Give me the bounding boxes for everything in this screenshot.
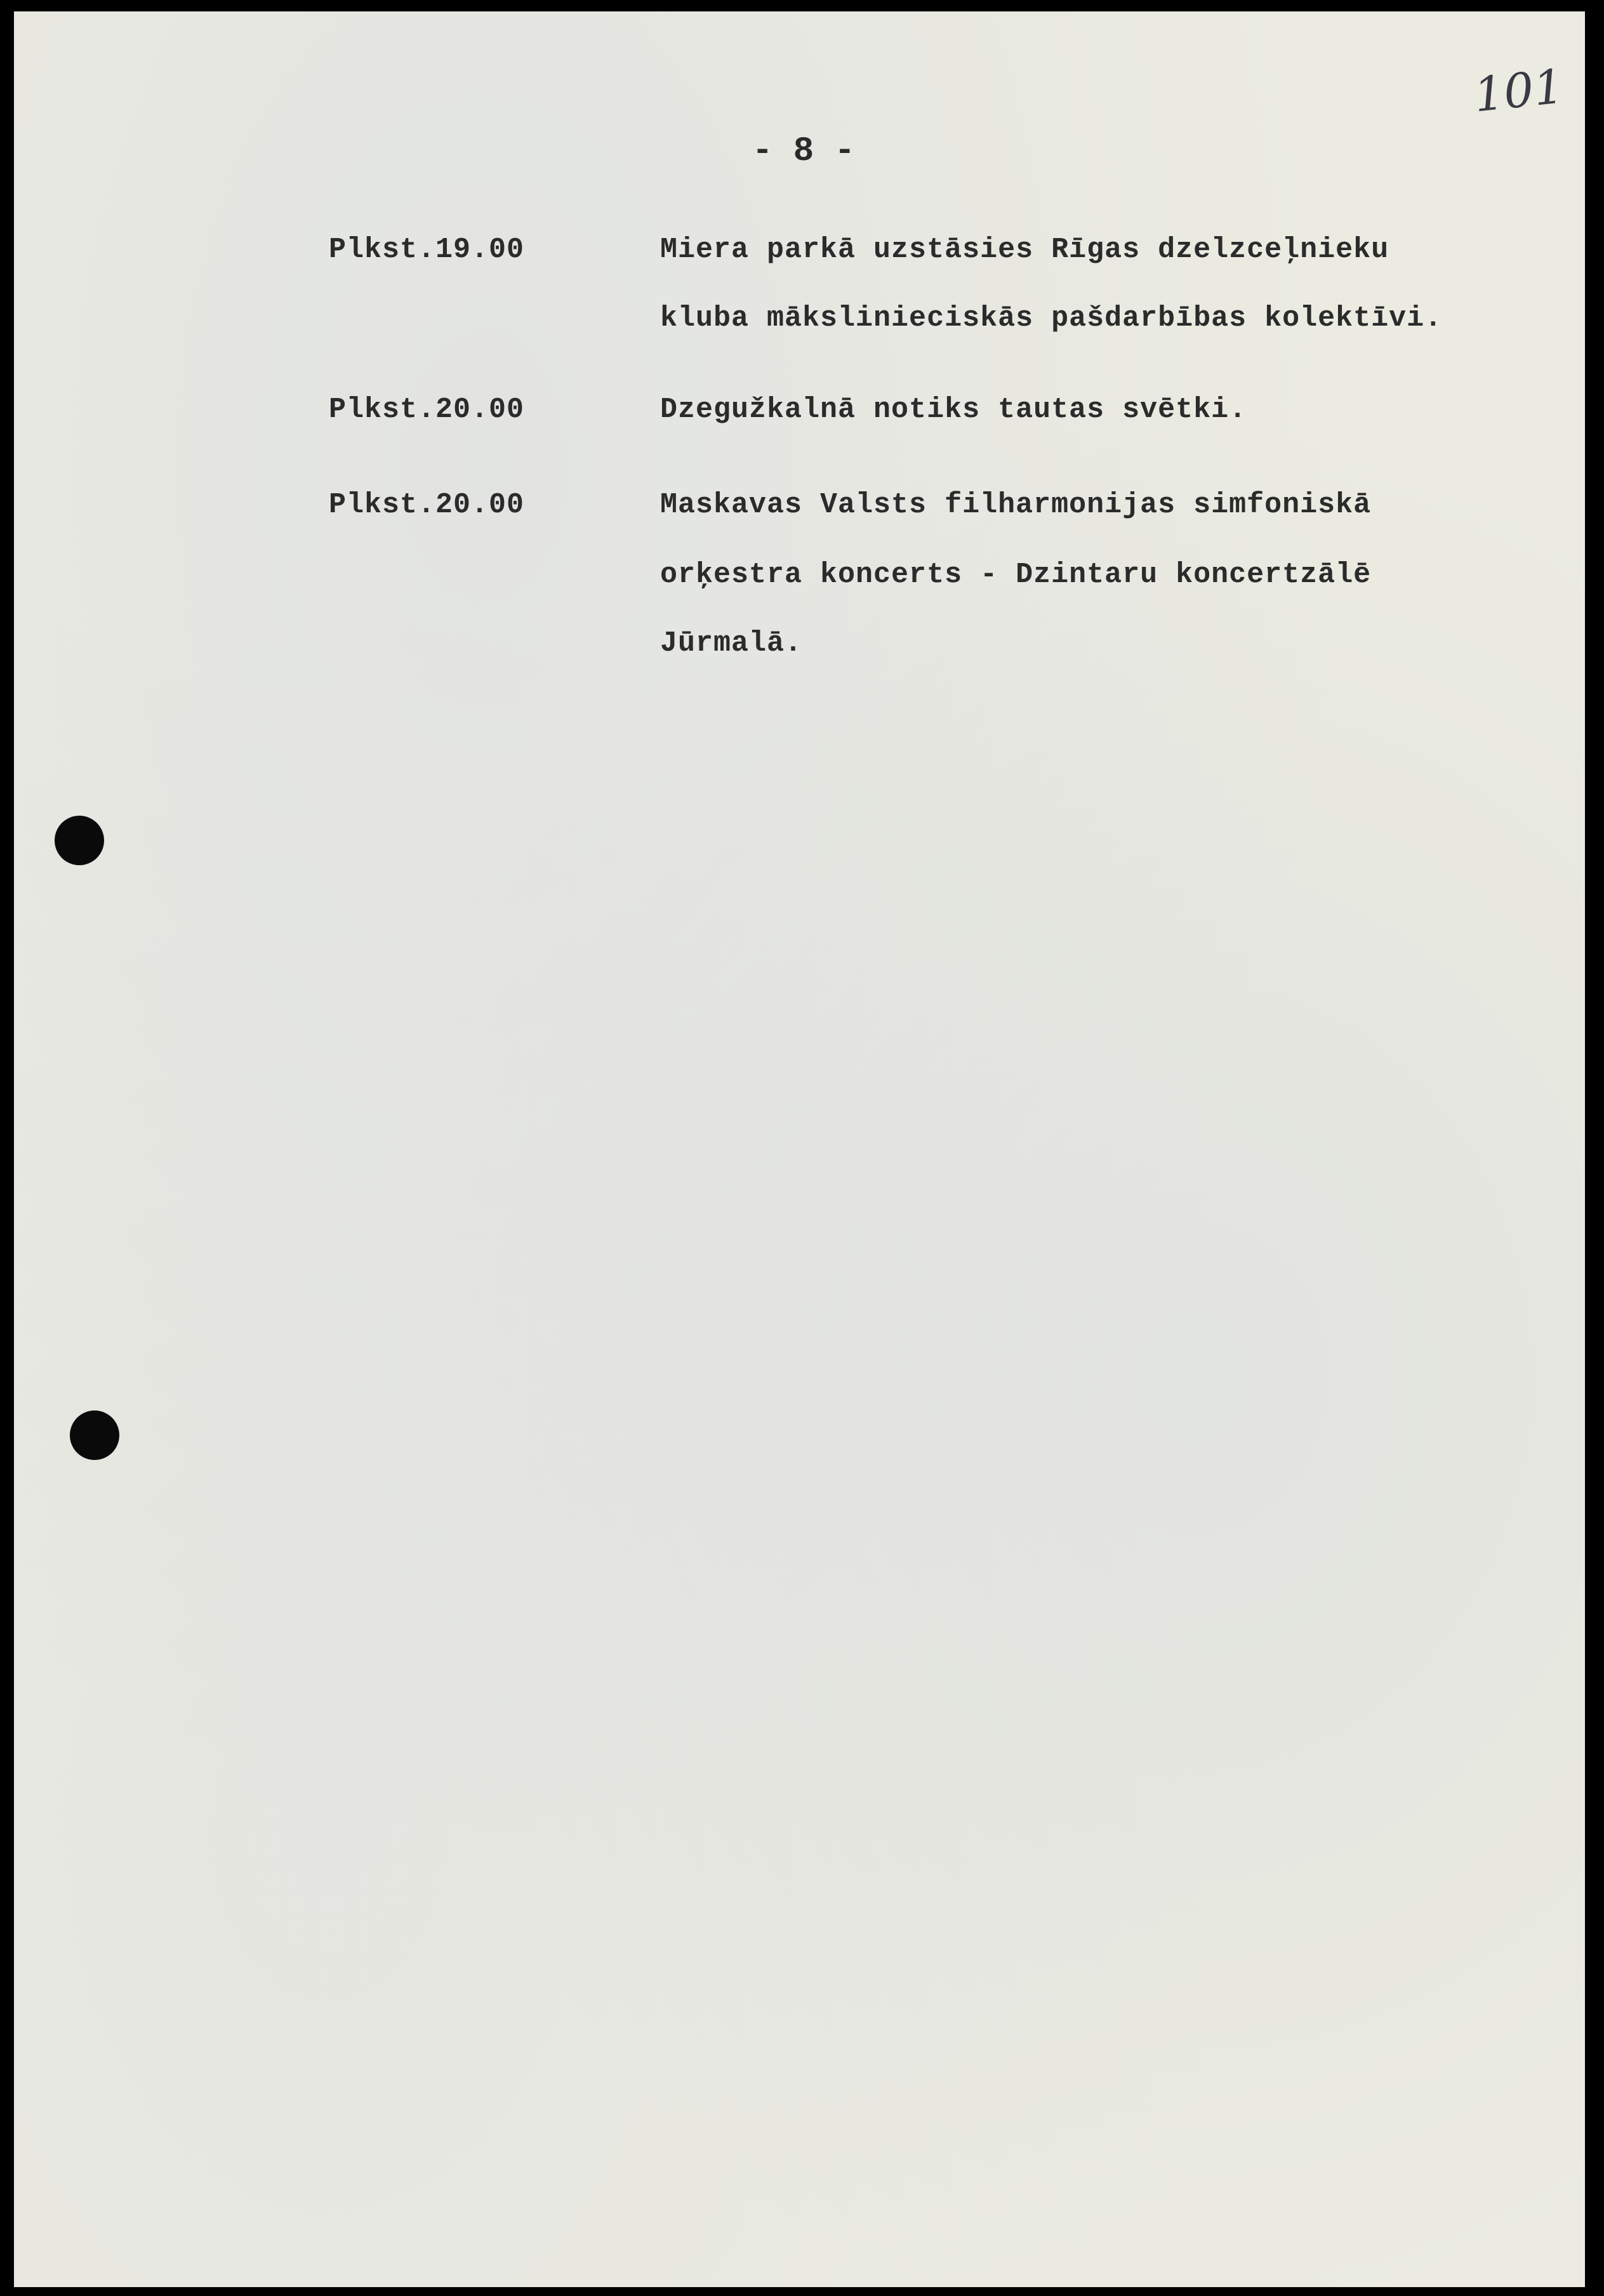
entry-text-line: Jūrmalā. <box>660 627 803 660</box>
entry-time: Plkst.20.00 <box>329 489 525 521</box>
entry-text-line: Maskavas Valsts filharmonijas simfoniskā <box>660 489 1372 521</box>
entry-time: Plkst.20.00 <box>329 394 525 426</box>
punch-hole <box>55 816 104 865</box>
punch-hole <box>70 1410 119 1460</box>
document-page <box>14 11 1585 2287</box>
entry-text-line: orķestra koncerts - Dzintaru koncertzālē <box>660 559 1372 591</box>
folio-number: 101 <box>1471 59 1567 123</box>
entry-time: Plkst.19.00 <box>329 234 525 266</box>
entry-text-line: kluba mākslinieciskās pašdarbības kolektīvi. <box>660 302 1443 335</box>
page-number: - 8 - <box>752 132 856 171</box>
entry-text-line: Miera parkā uzstāsies Rīgas dzelzceļnieku <box>660 234 1389 266</box>
entry-text-line: Dzegužkalnā notiks tautas svētki. <box>660 394 1247 426</box>
